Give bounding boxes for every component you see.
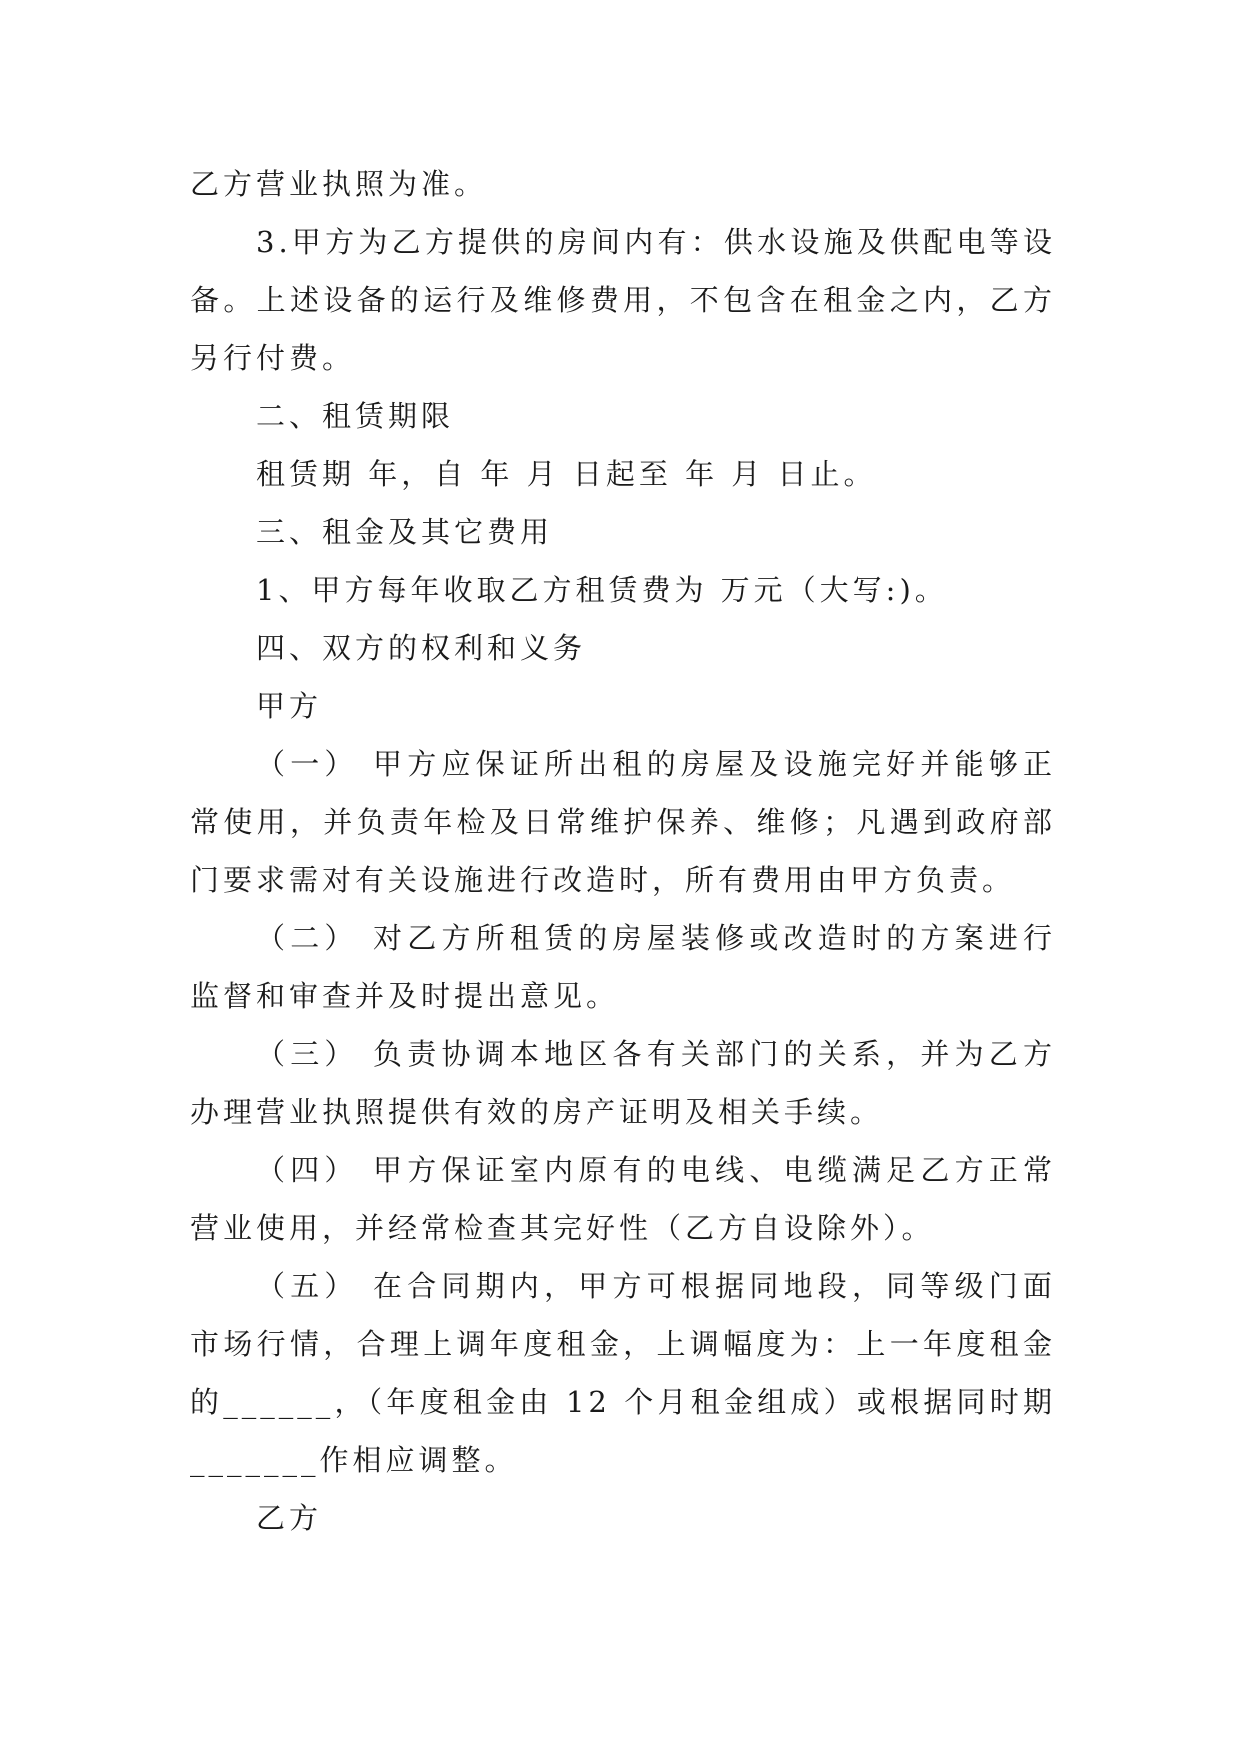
- clause-4-line-1: （四） 甲方保证室内原有的电线、电缆满足乙方正常: [256, 1153, 1056, 1187]
- party-b-heading: 乙方: [256, 1501, 323, 1535]
- clause-5-line-3: 的______，（年度租金由 12 个月租金组成）或根据同时期: [190, 1385, 1056, 1419]
- text-line-3: 备。上述设备的运行及维修费用，不包含在租金之内，乙方: [190, 283, 1056, 317]
- clause-1-line-3: 门要求需对有关设施进行改造时，所有费用由甲方负责。: [190, 863, 1016, 897]
- clause-3-line-2: 办理营业执照提供有效的房产证明及相关手续。: [190, 1095, 884, 1129]
- text-line-2: 3.甲方为乙方提供的房间内有：供水设施及供配电等设: [256, 225, 1056, 259]
- text-line-1: 乙方营业执照为准。: [190, 167, 488, 201]
- clause-2-line-1: （二） 对乙方所租赁的房屋装修或改造时的方案进行: [256, 921, 1056, 955]
- clause-5-line-1: （五） 在合同期内，甲方可根据同地段，同等级门面: [256, 1269, 1056, 1303]
- text-line-lease-period: 租赁期 年，自 年 月 日起至 年 月 日止。: [256, 457, 877, 491]
- clause-2-line-2: 监督和审查并及时提出意见。: [190, 979, 620, 1013]
- section-heading-rights: 四、双方的权利和义务: [256, 631, 587, 665]
- section-heading-rent: 三、租金及其它费用: [256, 515, 554, 549]
- clause-4-line-2: 营业使用，并经常检查其完好性（乙方自设除外）。: [190, 1211, 935, 1245]
- text-line-rent-amount: 1、甲方每年收取乙方租赁费为 万元（大写:)。: [256, 573, 948, 607]
- clause-1-line-1: （一） 甲方应保证所出租的房屋及设施完好并能够正: [256, 747, 1056, 781]
- clause-5-line-4: _______作相应调整。: [190, 1443, 518, 1477]
- text-line-4: 另行付费。: [190, 341, 356, 375]
- section-heading-lease-term: 二、租赁期限: [256, 399, 455, 433]
- document-body: [190, 155, 1056, 1547]
- party-a-heading: 甲方: [256, 689, 323, 723]
- clause-1-line-2: 常使用，并负责年检及日常维护保养、维修；凡遇到政府部: [190, 805, 1056, 839]
- clause-3-line-1: （三） 负责协调本地区各有关部门的关系，并为乙方: [256, 1037, 1056, 1071]
- clause-5-line-2: 市场行情，合理上调年度租金，上调幅度为：上一年度租金: [190, 1327, 1056, 1361]
